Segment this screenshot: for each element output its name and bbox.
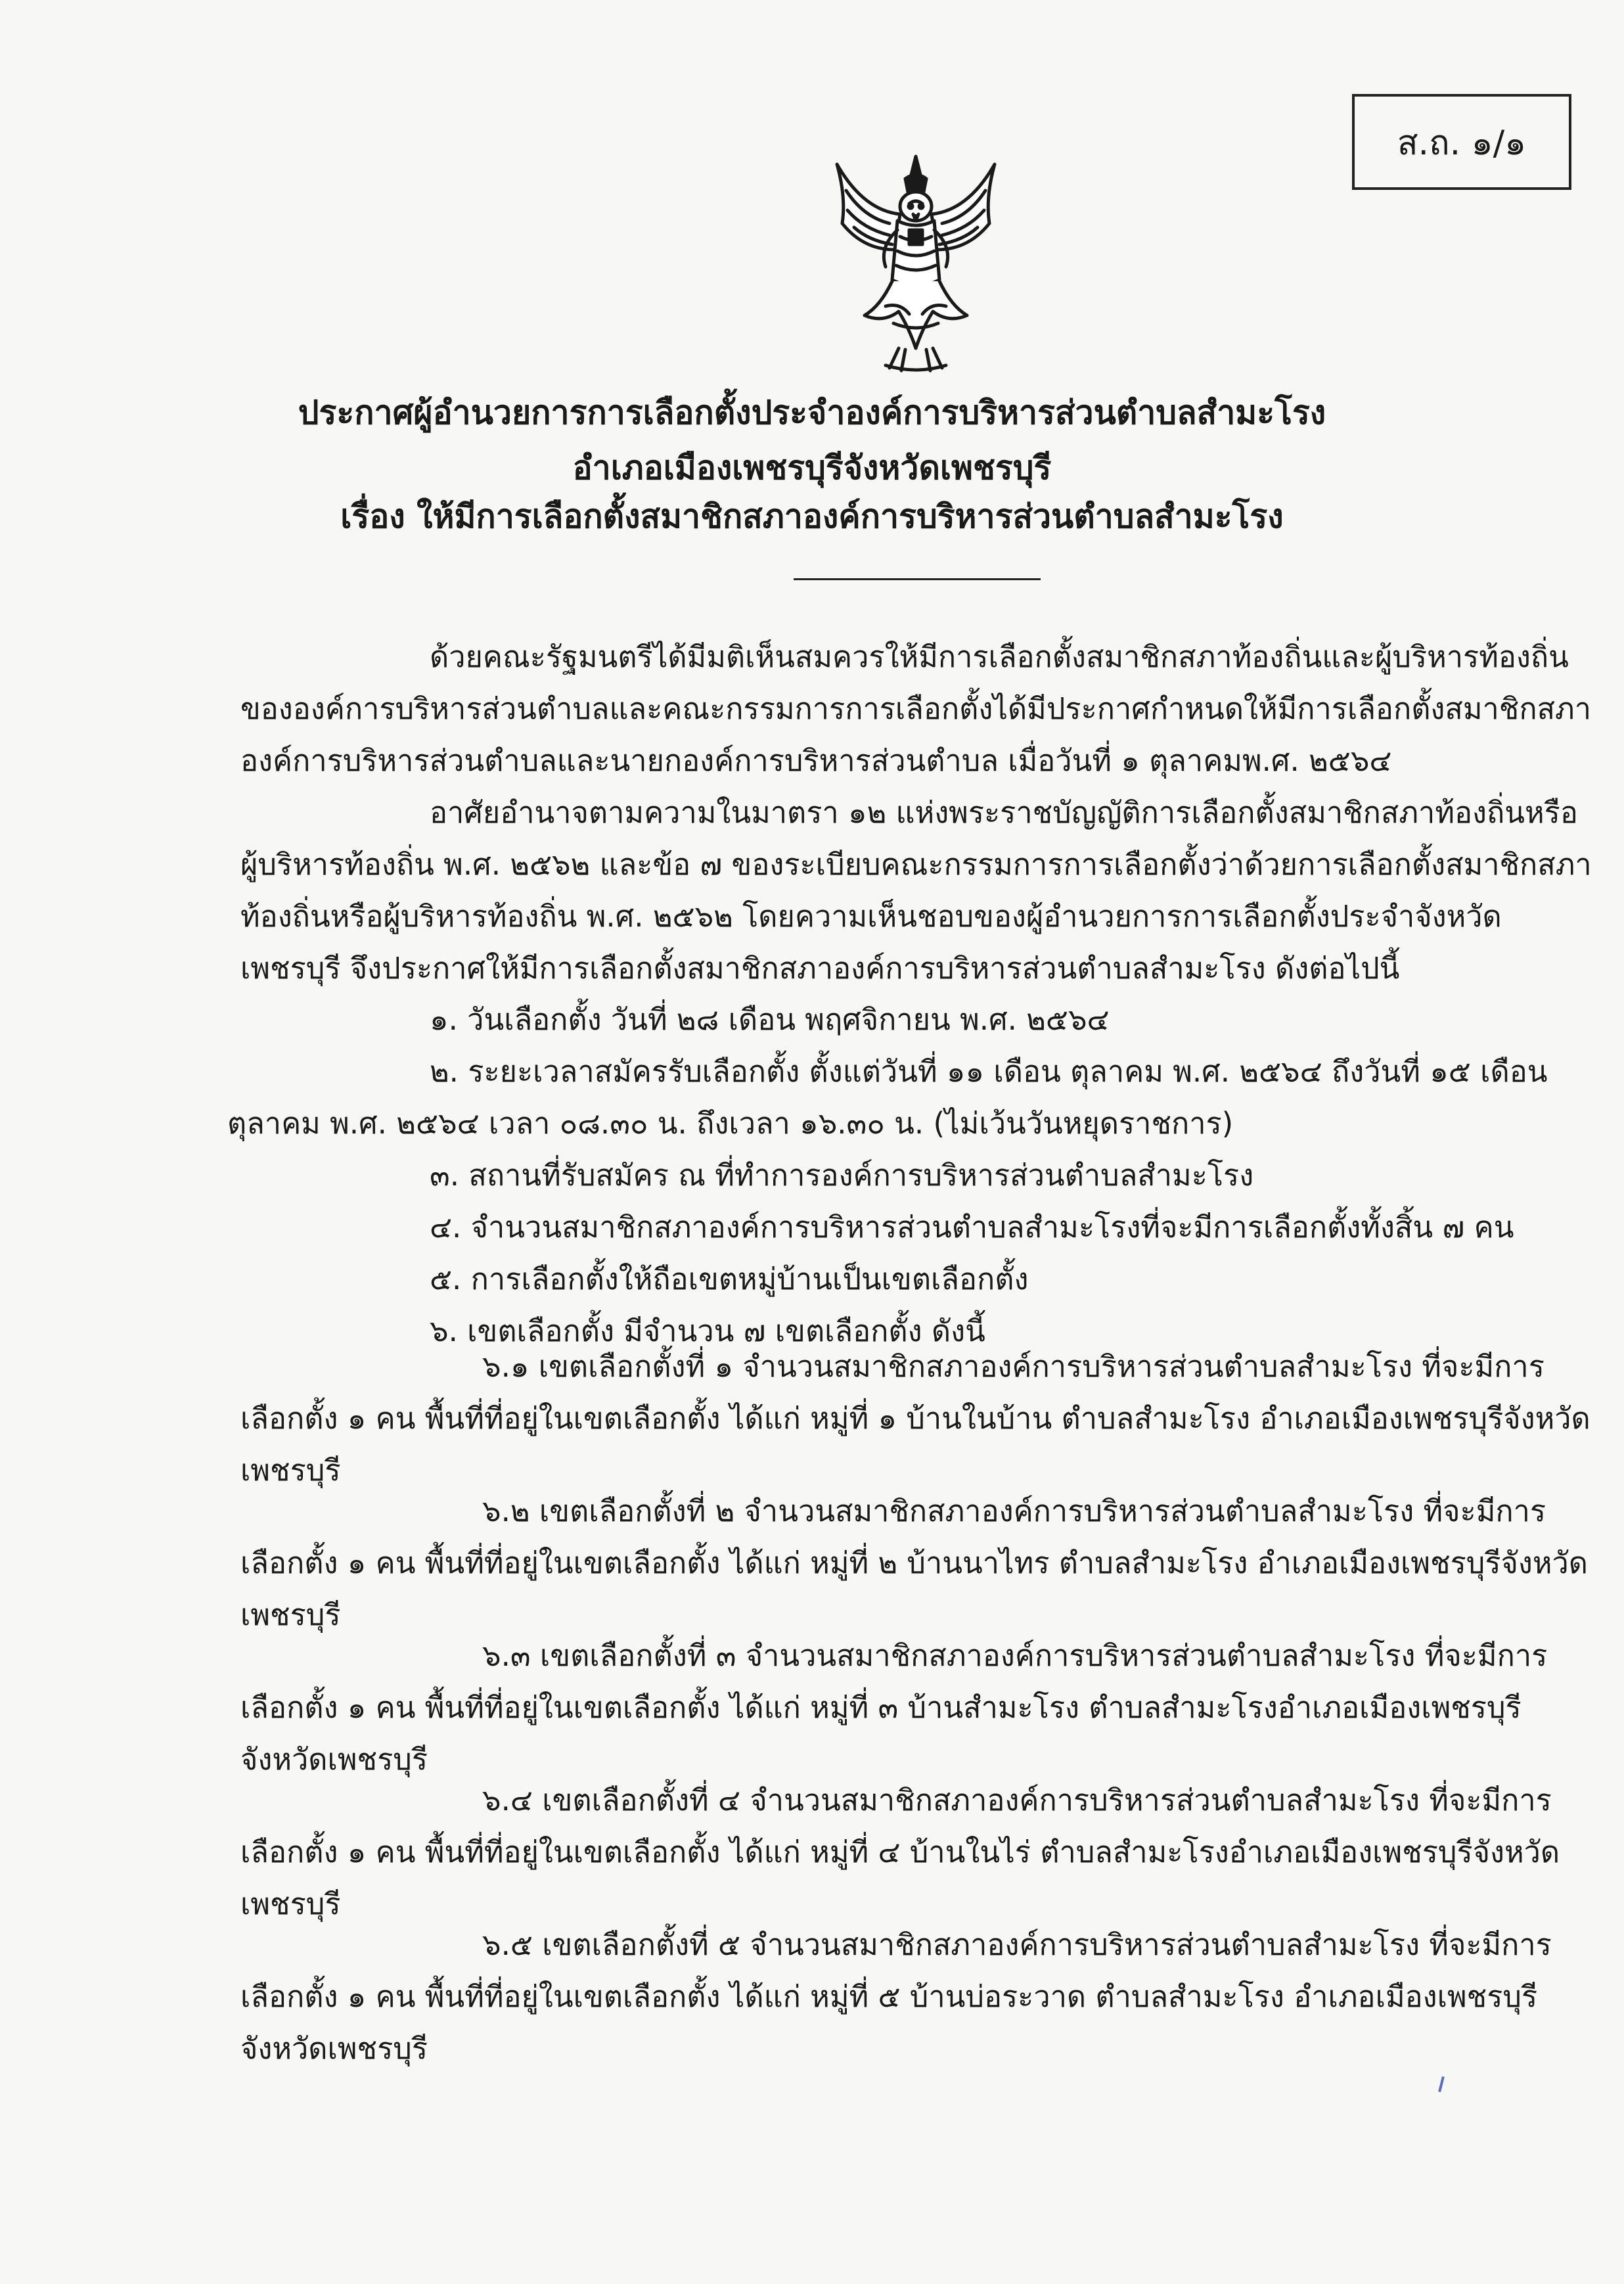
paragraph-line: ๖.๔ เขตเลือกตั้งที่ ๔ จำนวนสมาชิกสภาองค์การบริหารส่วนตำบลสำมะโรง ที่จะมีการ: [482, 1783, 1552, 1817]
district-6-4: [240, 1774, 1560, 1930]
district-6-1: [240, 1340, 1590, 1496]
paragraph-line: ผู้บริหารท้องถิ่น พ.ศ. ๒๕๖๒ และข้อ ๗ ของระเบียบคณะกรรมการการเลือกตั้งว่าด้วยการเลือกตั้งสมาชิกสภา: [240, 847, 1592, 882]
paragraph-line: ด้วยคณะรัฐมนตรีได้มีมติเห็นสมควรให้มีการเลือกตั้งสมาชิกสภาท้องถิ่นและผู้บริหารท้องถิ่น: [430, 639, 1569, 674]
header-title-line-2: อำเภอเมืองเพชรบุรีจังหวัดเพชรบุรี: [572, 449, 1052, 487]
paragraph-2: [240, 787, 1592, 994]
item-6: ๖. เขตเลือกตั้ง มีจำนวน ๗ เขตเลือกตั้ง ดังนี้: [430, 1313, 985, 1348]
district-6-2: [240, 1485, 1589, 1641]
pen-mark: [1438, 2076, 1445, 2092]
paragraph-line: เลือกตั้ง ๑ คน พื้นที่ที่อยู่ในเขตเลือกตั้ง ได้แก่ หมู่ที่ ๕ บ้านบ่อระวาด ตำบลสำมะโรง อำเภอเมืองเพชรบุรี: [240, 1979, 1538, 2014]
heading-divider: [794, 578, 1041, 580]
item-5: ๕. การเลือกตั้งให้ถือเขตหมู่บ้านเป็นเขตเลือกตั้ง: [430, 1262, 1029, 1296]
paragraph-line: ๖.๕ เขตเลือกตั้งที่ ๕ จำนวนสมาชิกสภาองค์การบริหารส่วนตำบลสำมะโรง ที่จะมีการ: [482, 1927, 1552, 1962]
garuda-emblem-icon: [817, 151, 1014, 375]
paragraph-line: องค์การบริหารส่วนตำบลและนายกองค์การบริหารส่วนตำบล เมื่อวันที่ ๑ ตุลาคมพ.ศ. ๒๕๖๔: [240, 743, 1392, 778]
paragraph-line: ๖.๓ เขตเลือกตั้งที่ ๓ จำนวนสมาชิกสภาองค์การบริหารส่วนตำบลสำมะโรง ที่จะมีการ: [482, 1638, 1548, 1673]
item-3: ๓. สถานที่รับสมัคร ณ ที่ทำการองค์การบริหารส่วนตำบลสำมะโรง: [430, 1158, 1254, 1193]
form-code: ส.ถ. ๑/๑: [1397, 123, 1527, 163]
paragraph-line: เพชรบุรี จึงประกาศให้มีการเลือกตั้งสมาชิกสภาองค์การบริหารส่วนตำบลสำมะโรง ดังต่อไปนี้: [240, 951, 1400, 986]
item-2: [227, 1045, 1548, 1149]
paragraph-line: ๒. ระยะเวลาสมัครรับเลือกตั้ง ตั้งแต่วันที่ ๑๑ เดือน ตุลาคม พ.ศ. ๒๕๖๔ ถึงวันที่ ๑๕ เดือน: [430, 1054, 1548, 1089]
paragraph-line: ๖.๑ เขตเลือกตั้งที่ ๑ จำนวนสมาชิกสภาองค์การบริหารส่วนตำบลสำมะโรง ที่จะมีการ: [482, 1349, 1545, 1384]
paragraph-line: เลือกตั้ง ๑ คน พื้นที่ที่อยู่ในเขตเลือกตั้ง ได้แก่ หมู่ที่ ๒ บ้านนาไทร ตำบลสำมะโรง อำเภอเมืองเพชรบุรีจังหวัด: [240, 1545, 1589, 1580]
form-code-box: [1352, 94, 1571, 190]
paragraph-line: เลือกตั้ง ๑ คน พื้นที่ที่อยู่ในเขตเลือกตั้ง ได้แก่ หมู่ที่ ๑ บ้านในบ้าน ตำบลสำมะโรง อำเภอเมืองเพชรบุรีจังหวัด: [240, 1401, 1590, 1436]
paragraph-line: ๖.๒ เขตเลือกตั้งที่ ๒ จำนวนสมาชิกสภาองค์การบริหารส่วนตำบลสำมะโรง ที่จะมีการ: [482, 1494, 1546, 1528]
item-4: ๔. จำนวนสมาชิกสภาองค์การบริหารส่วนตำบลสำมะโรงที่จะมีการเลือกตั้งทั้งสิ้น ๗ คน: [430, 1210, 1514, 1245]
paragraph-line: ขององค์การบริหารส่วนตำบลและคณะกรรมการการเลือกตั้งได้มีประกาศกำหนดให้มีการเลือกตั้งสมาชิกสภา: [240, 691, 1591, 726]
paragraph-line: เพชรบุรี: [240, 1886, 341, 1921]
paragraph-line: เพชรบุรี: [240, 1597, 341, 1632]
item-1: ๑. วันเลือกตั้ง วันที่ ๒๘ เดือน พฤศจิกายน พ.ศ. ๒๕๖๔: [430, 1002, 1110, 1037]
paragraph-line: ตุลาคม พ.ศ. ๒๕๖๔ เวลา ๐๘.๓๐ น. ถึงเวลา ๑๖.๓๐ น. (ไม่เว้นวันหยุดราชการ): [227, 1106, 1234, 1141]
paragraph-line: เพชรบุรี: [240, 1453, 341, 1488]
district-6-5: [240, 1919, 1552, 2074]
paragraph-line: ท้องถิ่นหรือผู้บริหารท้องถิ่น พ.ศ. ๒๕๖๒ โดยความเห็นชอบของผู้อำนวยการการเลือกตั้งประจำจังหวัด: [240, 899, 1502, 934]
header-title-line-1: ประกาศผู้อำนวยการการเลือกตั้งประจำองค์การบริหารส่วนตำบลสำมะโรง: [298, 394, 1326, 432]
district-6-3: [240, 1630, 1548, 1785]
paragraph-line: เลือกตั้ง ๑ คน พื้นที่ที่อยู่ในเขตเลือกตั้ง ได้แก่ หมู่ที่ ๔ บ้านในไร่ ตำบลสำมะโรงอำเภอเมืองเพชรบุรีจังหวัด: [240, 1835, 1560, 1869]
paragraph-line: อาศัยอำนาจตามความในมาตรา ๑๒ แห่งพระราชบัญญัติการเลือกตั้งสมาชิกสภาท้องถิ่นหรือ: [430, 795, 1578, 830]
paragraph-1: [240, 631, 1591, 787]
paragraph-line: จังหวัดเพชรบุรี: [240, 1742, 428, 1777]
paragraph-line: เลือกตั้ง ๑ คน พื้นที่ที่อยู่ในเขตเลือกตั้ง ได้แก่ หมู่ที่ ๓ บ้านสำมะโรง ตำบลสำมะโรงอำเภอเมืองเพชรบุรี: [240, 1690, 1522, 1725]
paragraph-line: จังหวัดเพชรบุรี: [240, 2031, 428, 2066]
header-subject: เรื่อง ให้มีการเลือกตั้งสมาชิกสภาองค์การบริหารส่วนตำบลสำมะโรง: [340, 497, 1284, 536]
